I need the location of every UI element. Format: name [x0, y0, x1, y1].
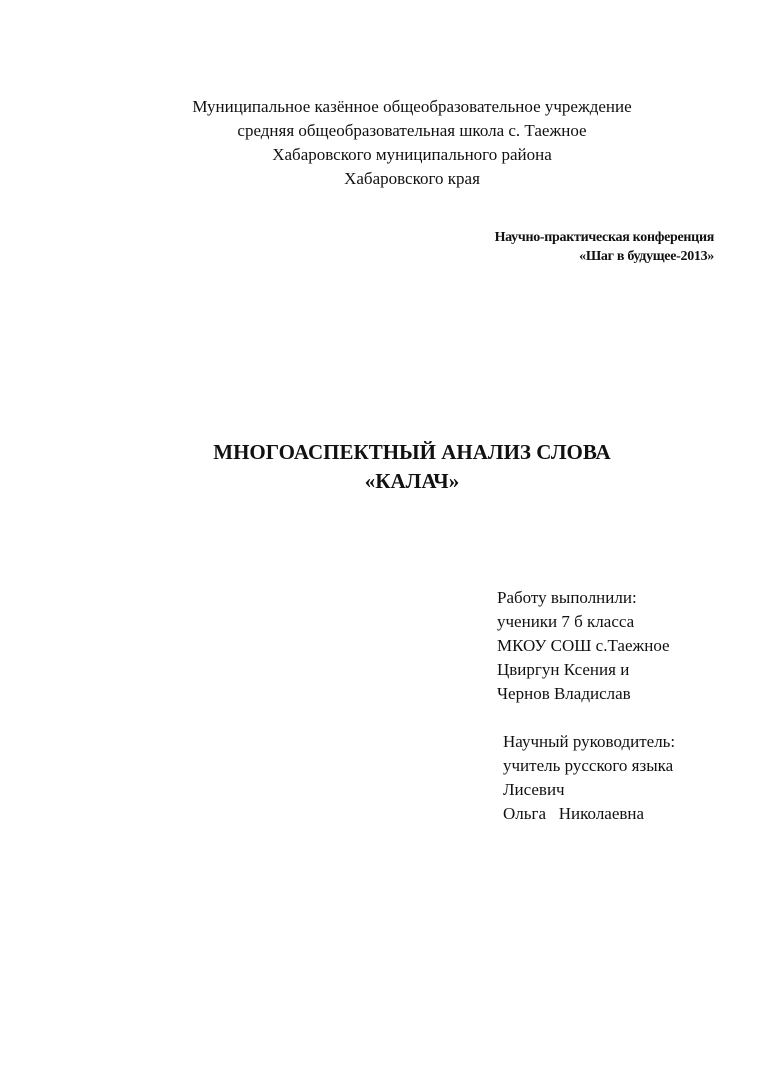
supervisor-line-1: учитель русского языка	[503, 756, 674, 775]
title-line-1: МНОГОАСПЕКТНЫЙ АНАЛИЗ СЛОВА	[213, 440, 611, 464]
authors-line-3: Цвиргун Ксения и	[497, 660, 630, 679]
institution-line-1: Муниципальное казённое общеобразовательное учреждение	[192, 97, 632, 116]
institution-line-2: средняя общеобразовательная школа с. Таежное	[237, 121, 587, 140]
authors-heading: Работу выполнили:	[497, 588, 637, 607]
document-title	[0, 438, 768, 496]
conference-block	[495, 228, 714, 266]
authors-line-1: ученики 7 б класса	[497, 612, 635, 631]
title-line-2: «КАЛАЧ»	[364, 469, 460, 493]
conference-line-1: Научно-практическая конференция	[494, 230, 714, 245]
institution-header	[0, 95, 768, 191]
authors-line-4: Чернов Владислав	[497, 684, 631, 703]
supervisor-line-3: Ольга Николаевна	[503, 804, 645, 823]
institution-line-4: Хабаровского края	[344, 169, 480, 188]
supervisor-line-2: Лисевич	[503, 780, 565, 799]
conference-line-2: «Шаг в будущее-2013»	[579, 249, 714, 264]
authors-line-2: МКОУ СОШ с.Таежное	[497, 636, 670, 655]
supervisor-heading: Научный руководитель:	[503, 732, 676, 751]
institution-line-3: Хабаровского муниципального района	[272, 145, 552, 164]
authors-block	[497, 586, 670, 706]
supervisor-block	[503, 730, 675, 826]
